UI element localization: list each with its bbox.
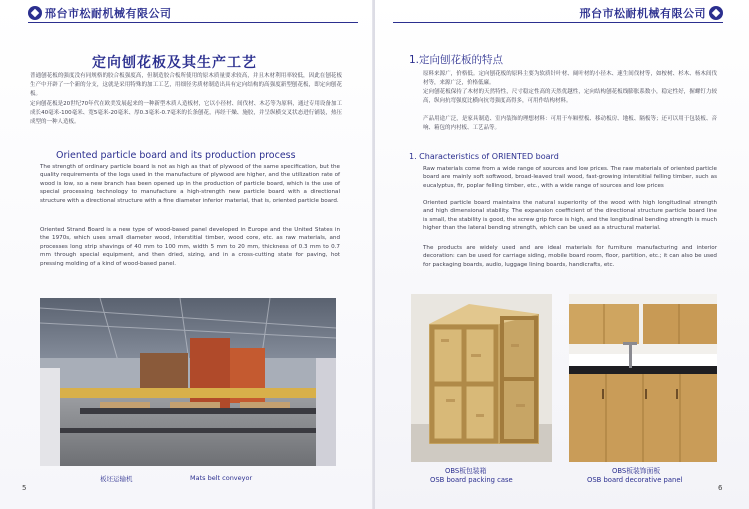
feature-paragraph-cn-2: 定向刨花板保持了木材的天然特性，尺寸稳定性高的天然优越性，定向结构刨花板线膨胀系数小，稳定性好，握螺钉力较高，纵向抗弯强度比横向抗弯强度高得多，可用作结构材料。	[423, 89, 717, 104]
feature-paragraph-en-1: Raw materials come from a wide range of sources and low prices. The raw materials of oriented particle board are mainly soft softwood, broad-leaved trail wood, fast-growing interstitial felling timber, such as eucalyptus, fir, poplar felling timber, etc., with a wide range of sources and low prices	[423, 166, 717, 189]
packing-case-caption-cn: OBS板包装箱	[445, 467, 487, 475]
english-paragraph-2: Oriented Strand Board is a new type of wood-based panel developed in Europe and the United States in the 1970s, which uses small diameter wood, interstitial timber, wood core, etc. as raw materials, and processes long strip shavings of 40 mm to 100 mm, width 5 mm to 20 mm, thickness of 0.3 mm to 0.7 mm through special equipment, and then dried, sizing, and in a cross-cutting state for paving, hot pressing molding of a kind of wood-based panel.	[40, 227, 340, 267]
packing-case-illustration	[411, 294, 552, 462]
company-name: 邢台市松耐机械有限公司	[579, 7, 706, 20]
page-title: 定向刨花板及其生产工艺	[92, 55, 257, 71]
osb-decorative-panel-photo	[569, 294, 717, 462]
factory-illustration	[40, 298, 336, 466]
page-number-right: 6	[718, 484, 723, 492]
header-divider	[393, 22, 723, 23]
header-divider	[28, 22, 358, 23]
osb-packing-case-photo	[411, 294, 552, 462]
packing-case-caption-en: OSB board packing case	[430, 476, 513, 484]
left-page	[0, 0, 374, 509]
section-title-cn: 1.定向刨花板的特点	[409, 54, 504, 66]
decorative-panel-illustration	[569, 294, 717, 462]
company-logo-icon	[28, 6, 42, 20]
company-logo-icon	[709, 6, 723, 20]
page-number-left: 5	[22, 484, 27, 492]
intro-paragraph-cn-1: 普通刨花板的强度没有同规格的胶合板强度高，但制造胶合板所使用的原木质量要求较高，并且木材利用率较低，因此在刨花板生产中开辟了一个新的分支，这就是采用特殊的加工工艺，用细径劣质材制造出具有定向结构的高强度新型刨花板，即定向刨花板。	[30, 73, 342, 97]
photo-caption-en: Mats belt conveyor	[190, 474, 253, 482]
company-name: 邢台市松耐机械有限公司	[45, 7, 172, 20]
english-title: Oriented particle board and its production process	[56, 150, 296, 161]
decorative-panel-caption-cn: OBS板装饰面板	[612, 467, 661, 475]
feature-paragraph-en-2: Oriented particle board maintains the natural superiority of the wood with high longitudinal strength and high dimensional stability. The expansion coefficient of the directional structure particle board line is small, the stability is good, the screw grip force is high, and the longitudinal bending strength is much higher than the lateral bending strength, which can be used as a structural material.	[423, 200, 717, 232]
intro-paragraph-cn-2: 定向刨花板是20世纪70年代在欧美发展起来的一种新型木质人造板材，它以小径材、间伐材、木芯等为原料，通过专用设备加工成长40毫米-100毫米、宽5毫米-20毫米、厚0.3毫米-0.7毫米的长条刨花，再经干燥、施胶，并呈纵横交叉状态进行铺装，热压成型的一种人造板。	[30, 101, 342, 125]
right-page	[375, 0, 749, 509]
company-header-right	[580, 5, 724, 21]
english-paragraph-1: The strength of ordinary particle board is not as high as that of plywood of the same specification, but the quality requirements of the logs used in the manufacture of plywood are higher, and the utilization rate of wood is low, so a new branch has been opened up in the production of particle board, which is the use of special processing technology to manufacture a high-strength new particle board with a directional structure with a directional structure with a fine diameter inferior material, that is, oriented particle board.	[40, 164, 340, 204]
section-title-en: 1. Characteristics of ORIENTED board	[409, 152, 559, 161]
conveyor-factory-photo	[40, 298, 336, 466]
company-header-left	[28, 5, 172, 21]
feature-paragraph-cn-1: 原料来源广，价格低。定向刨花板的原料主要为软质针叶材、阔叶材的小径木、速生间伐材等，如桉树、杉木、杨木间伐材等，来源广泛，价格低廉。	[423, 71, 717, 86]
decorative-panel-caption-en: OSB board decorative panel	[587, 476, 683, 484]
feature-paragraph-cn-3: 产品用途广泛，是家具制造、室内装饰的理想材料：可用于车厢壁板、移动板房、地板、隔板等；还可以用于包装板、音响、箱包的内衬板、工艺品等。	[423, 116, 717, 131]
photo-caption-cn: 板坯运输机	[100, 475, 133, 483]
feature-paragraph-en-3: The products are widely used and are ideal materials for furniture manufacturing and interior decoration: can be used for carriage siding, mobile board room, floor, partition, etc.; it can also be used for packaging boards, audio, luggage lining boards, handicrafts, etc.	[423, 245, 717, 268]
